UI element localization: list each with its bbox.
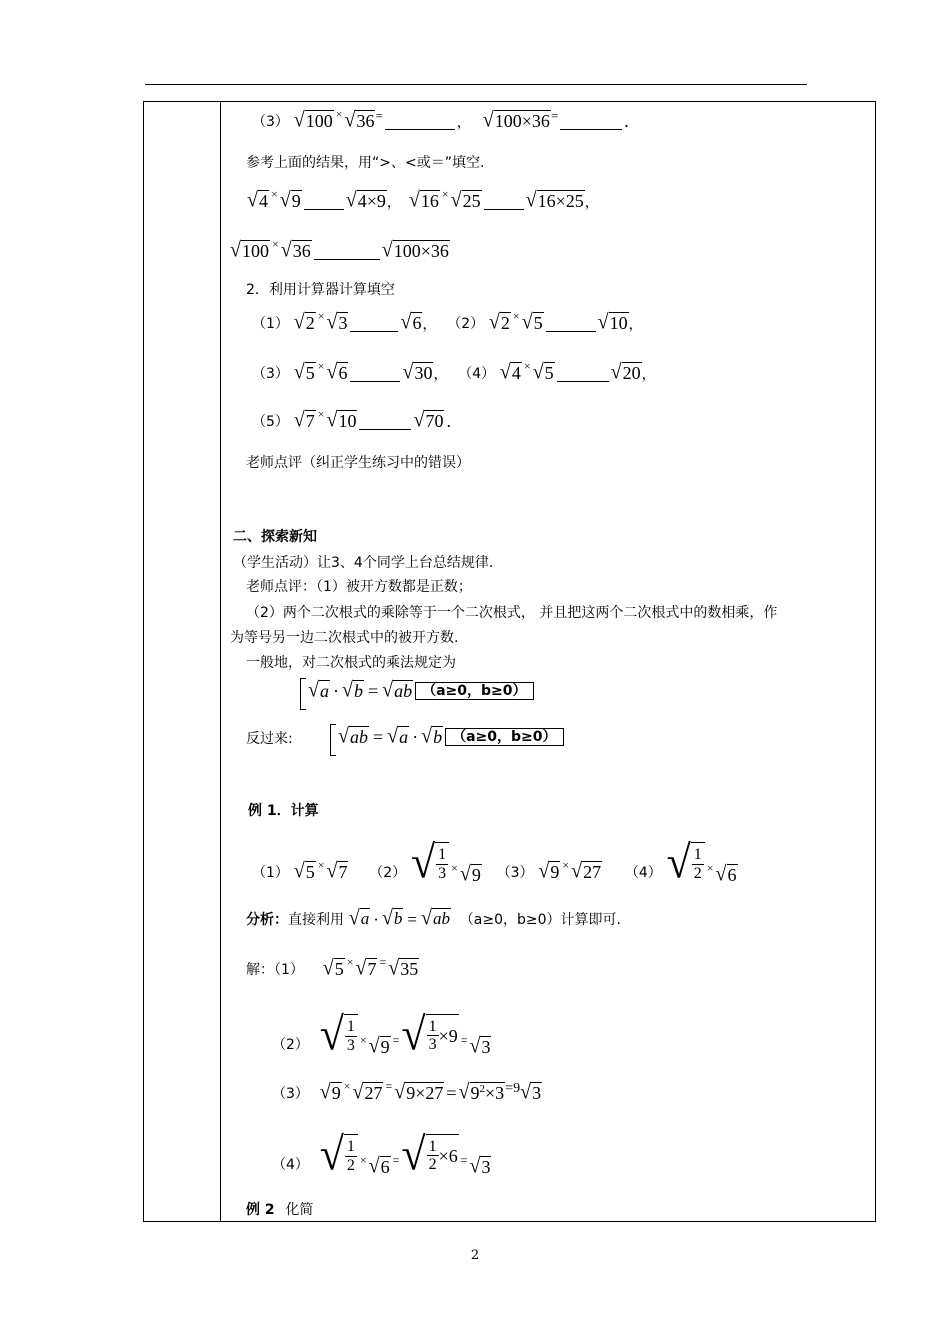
reverse-label: 反过来: — [246, 731, 293, 747]
reverse-formula: √ ab = √ a · √ b （a≥0，b≥0） — [338, 726, 564, 746]
calc-blank[interactable] — [350, 331, 398, 332]
calc-row-1: （1） √ 2 × √ 3 √ 6 ， （2） √ 2 × √ 5 √ 10 ， — [252, 309, 643, 334]
comment-2-line1: （2）两个二次根式的乘除等于一个二次根式， 并且把这两个二次根式中的数相乘，作 — [246, 605, 778, 621]
compare-blank[interactable] — [314, 259, 380, 260]
task2-title: 2．利用计算器计算填空 — [246, 282, 395, 298]
calc-blank[interactable] — [350, 381, 400, 382]
sqrt-36: √ 36 — [344, 108, 375, 132]
solution-3: （3） √ 9 × √ 27 = √ 9×27 = √ $9^2\times 3$ = 9 √ 3 — [272, 1079, 542, 1104]
column-divider — [220, 102, 221, 1221]
calc-row-2: （3） √ 5 × √ 6 √ 30 ， （4） √ 4 × √ 5 √ 20 ， — [252, 359, 656, 384]
calc-row-3: （5） √ 7 × √ 10 √ 70 . — [252, 407, 451, 432]
calc-blank[interactable] — [546, 331, 596, 332]
calc-blank[interactable] — [359, 429, 411, 430]
activity-text: （学生活动）让3、4个同学上台总结规律. — [233, 555, 494, 571]
bracket — [300, 678, 306, 710]
bracket — [330, 724, 336, 756]
compare-blank[interactable] — [484, 209, 524, 210]
comment-1: 老师点评：（1）被开方数都是正数； — [246, 579, 472, 595]
solution-1: 解：（1） √ 5 × √ 7 = √ 35 — [246, 955, 419, 980]
comment-2-line2: 为等号另一边二次根式中的被开方数. — [230, 630, 459, 646]
rule-intro: 一般地，对二次根式的乘法规定为 — [246, 655, 456, 671]
example2-line: 例 2 化简 — [246, 1202, 314, 1218]
condition-box: （a≥0，b≥0） — [445, 728, 563, 746]
q3-line: （3） √ 100 × √ 36 = ， √ 100×36 = . — [252, 107, 629, 132]
condition-box: （a≥0，b≥0） — [415, 682, 533, 700]
sqrt-100x36: √ 100×36 — [482, 108, 550, 132]
page-number: 2 — [470, 1248, 480, 1263]
compare-row-2: √ 100 × √ 36 √ 100×36 — [230, 237, 449, 262]
q3-label: （3） — [252, 114, 289, 130]
compare-blank[interactable] — [304, 209, 344, 210]
solution-2: （2） √ $\frac{1}{3}$ × √ 9 = √ $\frac{1}{3}$ ×9 = √ 3 — [272, 1008, 491, 1061]
compare-row-1: √ 4 × √ 9 √ 4×9 ， √ 16 × √ 25 √ 16×25 ， — [247, 187, 599, 212]
solution-4: （4） √ $\frac{1}{2}$ × √ 6 = √ $\frac{1}{2}$ ×6 = √ 3 — [272, 1128, 491, 1181]
section2-heading: 二、探索新知 — [233, 529, 317, 545]
sqrt-100: √ 100 — [293, 108, 333, 132]
answer-blank[interactable] — [385, 129, 455, 130]
example1-title: 例 1．计算 — [248, 803, 319, 819]
rule-formula: √ a · √ b = √ ab （a≥0，b≥0） — [308, 680, 534, 700]
compare-instruction: 参考上面的结果，用“>、<或＝”填空. — [246, 155, 485, 171]
example1-questions: （1） √ 5 × √ 7 （2） √ $\frac{1}{3}$ × √ 9 （3） √ 9 × √ 27 （4） √ $\frac{1}{2}$ × √ 6 — [252, 836, 737, 889]
header-rule — [145, 84, 807, 85]
analysis-line: 分析：直接利用 √ a · √ b = √ ab （a≥0，b≥0）计算即可. — [246, 906, 621, 930]
teacher-comment: 老师点评（纠正学生练习中的错误） — [246, 455, 470, 471]
calc-blank[interactable] — [557, 381, 609, 382]
answer-blank[interactable] — [560, 129, 622, 130]
